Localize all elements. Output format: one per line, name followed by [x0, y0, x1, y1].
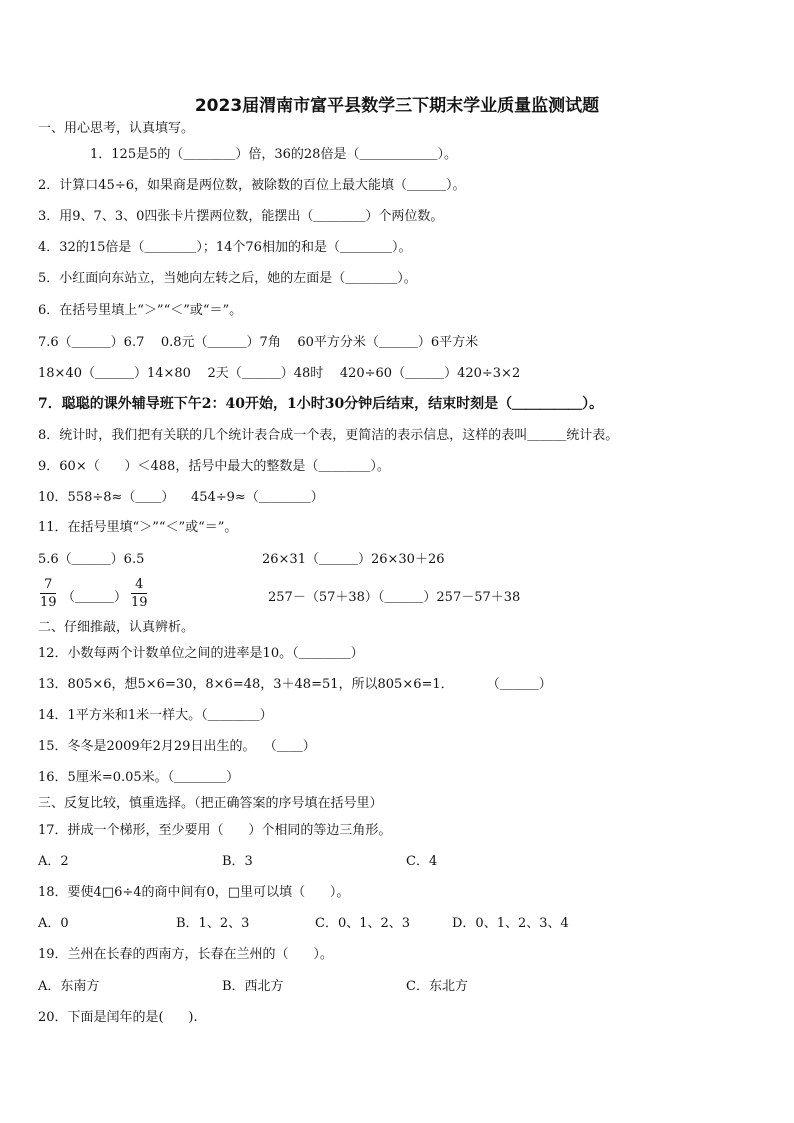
question-17: 17．拼成一个梯形，至少要用（ ）个相同的等边三角形。: [38, 823, 392, 838]
question-19-option-c: C．东北方: [406, 979, 468, 994]
question-6-row-2: 18×40（＿＿＿）14×80 2天（＿＿＿）48时 420÷60（＿＿＿）420÷3×2: [38, 366, 521, 381]
question-15: 15．冬冬是2009年2月29日出生的。 （＿＿）: [38, 739, 316, 754]
question-1: 1．125是5的（＿＿＿＿）倍，36的28倍是（＿＿＿＿＿＿）。: [90, 147, 457, 162]
numerator: 7: [44, 577, 53, 592]
question-16: 16．5厘米=0.05米。（＿＿＿＿）: [38, 770, 240, 785]
question-19: 19．兰州在长春的西南方，长春在兰州的（ ）。: [38, 947, 333, 962]
question-18: 18．要使4□6÷4的商中间有0，□里可以填（ ）。: [38, 885, 350, 900]
section-1-heading: 一、用心思考，认真填写。: [38, 121, 195, 136]
question-13: 13．805×6，想5×6=30，8×6=48，3＋48=51，所以805×6=1． （＿＿＿）: [38, 677, 552, 692]
question-18-option-d: D．0、1、2、3、4: [452, 916, 569, 931]
question-11-row-2-right: 257－（57＋38）（＿＿＿）257－57＋38: [268, 590, 521, 605]
question-6: 6．在括号里填上“＞”“＜”或“＝”。: [38, 303, 243, 318]
section-3-heading: 三、反复比较，慎重选择。（把正确答案的序号填在括号里）: [38, 796, 383, 811]
denominator: 19: [131, 595, 148, 610]
question-18-option-c: C．0、1、2、3: [315, 916, 411, 931]
question-7: 7．聪聪的课外辅导班下午2：40开始，1小时30分钟后结束，结束时刻是（＿＿＿＿＿）。: [38, 396, 604, 412]
fraction-bar: [131, 593, 147, 594]
denominator: 19: [40, 595, 57, 610]
fraction-4-19: [131, 577, 148, 610]
question-17-option-c: C．4: [406, 854, 438, 869]
question-6-row-1: 7.6（＿＿＿）6.7 0.8元（＿＿＿）7角 60平方分米（＿＿＿）6平方米: [38, 335, 479, 350]
question-18-option-b: B．1、2、3: [176, 916, 250, 931]
question-11-row-1-left: 5.6（＿＿＿）6.5: [38, 552, 145, 567]
question-19-option-a: A．东南方: [38, 979, 100, 994]
question-18-option-a: A．0: [38, 916, 69, 931]
question-11-row-1-right: 26×31（＿＿＿）26×30＋26: [262, 552, 445, 567]
question-8: 8．统计时，我们把有关联的几个统计表合成一个表，更简洁的表示信息，这样的表叫＿＿＿统计表。: [38, 428, 619, 443]
page-title: 2023届渭南市富平县数学三下期末学业质量监测试题: [194, 96, 600, 116]
question-20: 20．下面是闰年的是( ).: [38, 1010, 198, 1025]
question-17-option-b: B．3: [222, 854, 253, 869]
fraction-bar: [40, 593, 56, 594]
question-14: 14．1平方米和1米一样大。（＿＿＿＿）: [38, 708, 273, 723]
question-2: 2．计算口45÷6，如果商是两位数，被除数的百位上最大能填（＿＿＿）。: [38, 178, 466, 193]
question-12: 12．小数每两个计数单位之间的进率是10。（＿＿＿＿）: [38, 646, 364, 661]
question-9: 9．60×（ ）＜488，括号中最大的整数是（＿＿＿＿）。: [38, 459, 390, 474]
question-10: 10．558÷8≈（＿＿） 454÷9≈（＿＿＿＿）: [38, 490, 324, 505]
numerator: 4: [135, 577, 144, 592]
question-17-option-a: A．2: [38, 854, 69, 869]
question-19-option-b: B．西北方: [222, 979, 284, 994]
question-3: 3．用9、7、3、0四张卡片摆两位数，能摆出（＿＿＿＿）个两位数。: [38, 209, 444, 224]
question-5: 5．小红面向东站立，当她向左转之后，她的左面是（＿＿＿＿）。: [38, 271, 417, 286]
question-11-row-2-blank: （＿＿＿）: [62, 590, 128, 605]
question-4: 4．32的15倍是（＿＿＿＿）；14个76相加的和是（＿＿＿＿）。: [38, 240, 412, 255]
section-2-heading: 二、仔细推敲，认真辨析。: [38, 620, 195, 635]
question-11: 11．在括号里填“＞”“＜”或“＝”。: [38, 520, 238, 535]
fraction-7-19: [40, 577, 57, 610]
